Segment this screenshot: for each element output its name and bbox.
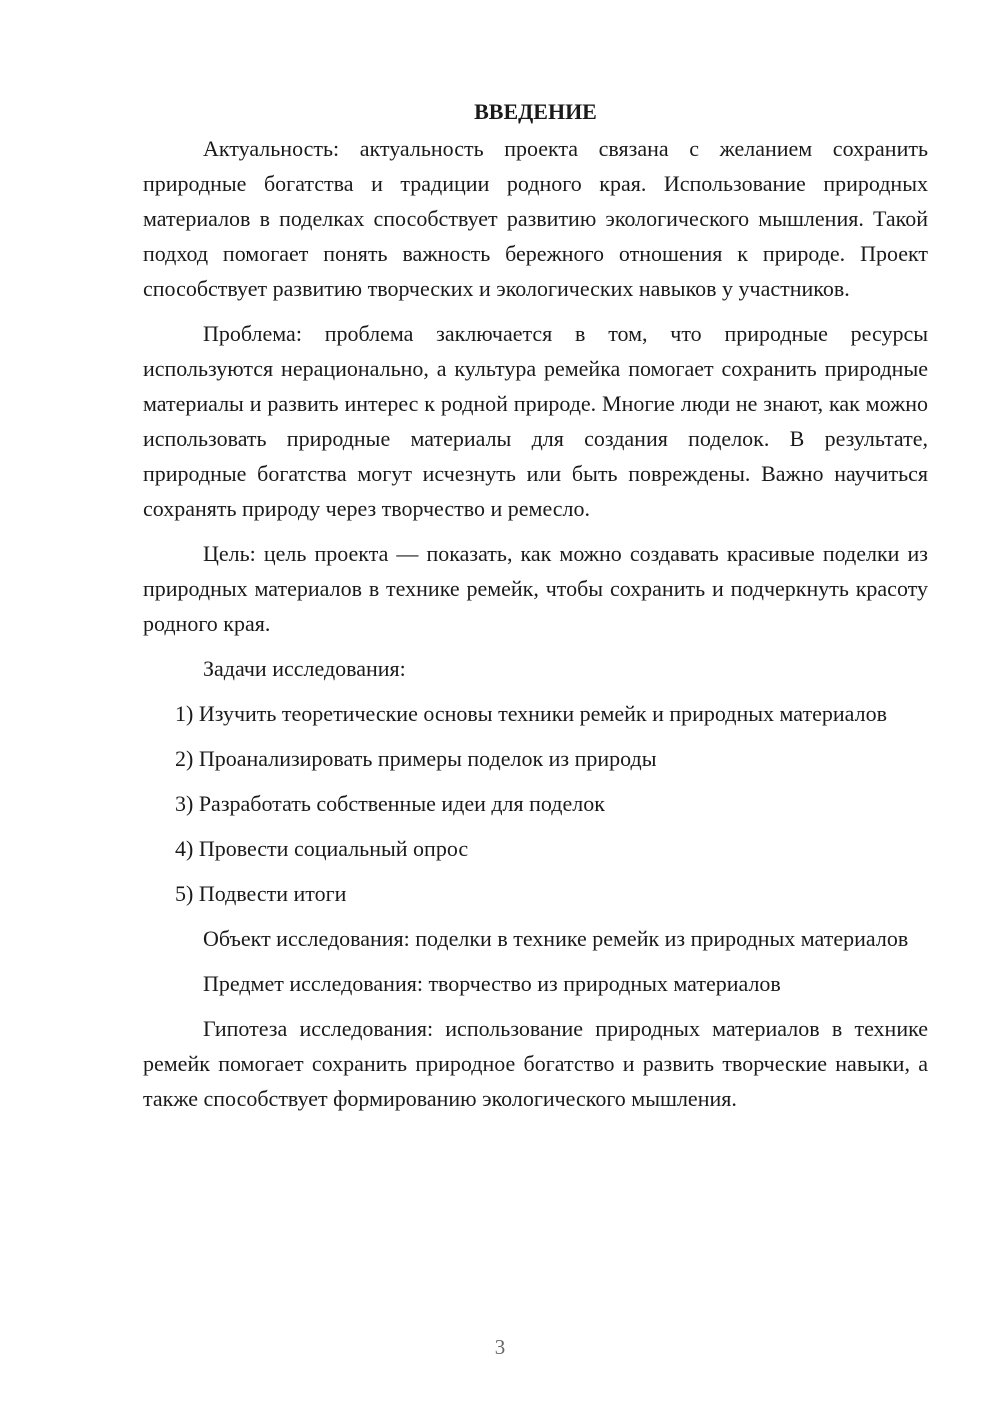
tasks-heading: Задачи исследования: bbox=[203, 656, 406, 681]
task-item: 4) Провести социальный опрос bbox=[175, 836, 469, 861]
hypothesis-paragraph: Гипотеза исследования: использование природных материалов в технике ремейк помогает сохранить природное богатство и развить творческие навыки, а также способствует формированию экологического мышления. bbox=[143, 1016, 928, 1111]
task-item: 3) Разработать собственные идеи для поделок bbox=[175, 791, 605, 816]
page-number: 3 bbox=[494, 1335, 506, 1359]
task-item: 5) Подвести итоги bbox=[175, 881, 347, 906]
tasks-list bbox=[143, 696, 928, 911]
subject-paragraph: Предмет исследования: творчество из природных материалов bbox=[203, 971, 781, 996]
object-paragraph: Объект исследования: поделки в технике ремейк из природных материалов bbox=[203, 926, 909, 951]
section-title: ВВЕДЕНИЕ bbox=[474, 99, 597, 124]
goal-paragraph: Цель: цель проекта — показать, как можно создавать красивые поделки из природных материалов в технике ремейк, чтобы сохранить и подчеркнуть красоту родного края. bbox=[143, 541, 928, 636]
task-item: 2) Проанализировать примеры поделок из природы bbox=[175, 746, 657, 771]
problem-paragraph: Проблема: проблема заключается в том, что природные ресурсы используются нерационально, а культура ремейка помогает сохранить природные материалы и развить интерес к родной природе. Многие люди не знают, как можно использовать природные материалы для создания поделок. В результате, природные богатства могут исчезнуть или быть повреждены. Важно научиться сохранять природу через творчество и ремесло. bbox=[143, 321, 928, 521]
relevance-paragraph: Актуальность: актуальность проекта связана с желанием сохранить природные богатства и традиции родного края. Использование природных материалов в поделках способствует развитию экологического мышления. Такой подход помогает понять важность бережного отношения к природе. Проект способствует развитию творческих и экологических навыков у участников. bbox=[143, 136, 928, 301]
task-item: 1) Изучить теоретические основы техники ремейк и природных материалов bbox=[175, 701, 887, 726]
